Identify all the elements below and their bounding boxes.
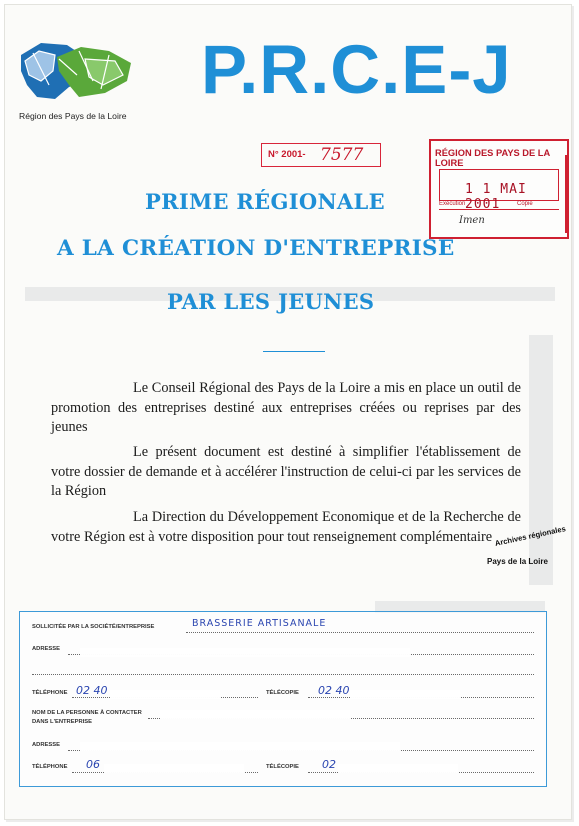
redaction-block: [80, 742, 400, 751]
redaction-block: [110, 690, 220, 699]
stamp-edge: [565, 155, 573, 233]
stamp-rule: [439, 209, 559, 210]
fax-label: TÉLÉCOPIE: [266, 690, 299, 696]
subtitle-line-2: A LA CRÉATION D'ENTREPRISE: [57, 236, 455, 261]
intro-paragraph-1: Le Conseil Régional des Pays de la Loire a mis en place un outil de promotion des entreprises destiné aux entreprises créées ou reprises par des jeunes: [51, 380, 521, 435]
document-page: [4, 4, 572, 820]
redaction-block: [338, 764, 458, 773]
contact-address-label: ADRESSE: [32, 742, 61, 748]
stamp-header: RÉGION DES PAYS DE LA LOIRE: [435, 148, 550, 168]
dossier-number: 7577: [320, 145, 364, 165]
redaction-block: [350, 690, 460, 699]
fax-value: 02 40: [318, 684, 350, 697]
company-value: BRASSERIE ARTISANALE: [192, 618, 327, 629]
phone-label: TÉLÉPHONE: [32, 690, 68, 696]
company-field[interactable]: [186, 632, 534, 633]
region-logo: [19, 41, 141, 121]
address-label: ADRESSE: [32, 646, 61, 652]
address-field-line-2[interactable]: [32, 674, 534, 675]
received-stamp: [429, 139, 569, 239]
subtitle-line-1: PRIME RÉGIONALE: [145, 189, 385, 214]
redaction-block: [104, 764, 244, 773]
company-label: SOLLICITÉE PAR LA SOCIÉTÉ/ENTREPRISE: [32, 624, 155, 630]
contact-phone-label: TÉLÉPHONE: [32, 764, 68, 770]
intro-paragraph-2: Le présent document est destiné à simplifier l'établissement de votre dossier de demande et à accélérer l'instruction de celui-ci par les services de la Région: [51, 444, 521, 499]
contact-label: NOM DE LA PERSONNE À CONTACTER: [32, 710, 142, 716]
contact-label-2: DANS L'ENTREPRISE: [32, 719, 92, 725]
phone-value: 02 40: [76, 684, 108, 697]
redaction-block: [80, 648, 410, 657]
stamp-label-execution: Exécution: [439, 201, 466, 207]
archives-watermark: [481, 524, 573, 573]
archives-line-1: Archives régionales: [494, 524, 567, 548]
redaction-block: [160, 710, 350, 719]
contact-fax-label: TÉLÉCOPIE: [266, 764, 299, 770]
title-divider: [263, 351, 325, 352]
intro-paragraph-3: La Direction du Développement Economique et de la Recherche de votre Région est à votre disposition pour tout renseignement complémentaire: [51, 509, 521, 545]
stamp-date: 1 1 MAI 2001: [465, 182, 527, 212]
subtitle-line-3: PAR LES JEUNES: [167, 289, 375, 314]
archives-line-2: Pays de la Loire: [487, 557, 548, 566]
contact-fax-value: 02: [322, 758, 336, 771]
dossier-prefix: N° 2001-: [268, 149, 306, 160]
region-map-icon: [19, 41, 141, 105]
stamp-label-copie: Copie: [517, 201, 533, 207]
stamp-initials: Imen: [459, 215, 485, 226]
logo-caption: Région des Pays de la Loire: [19, 111, 127, 121]
main-title: P.R.C.E-J: [201, 31, 512, 108]
applicant-form: [19, 611, 547, 787]
contact-phone-value: 06: [86, 758, 100, 771]
dossier-number-box: [261, 143, 381, 167]
